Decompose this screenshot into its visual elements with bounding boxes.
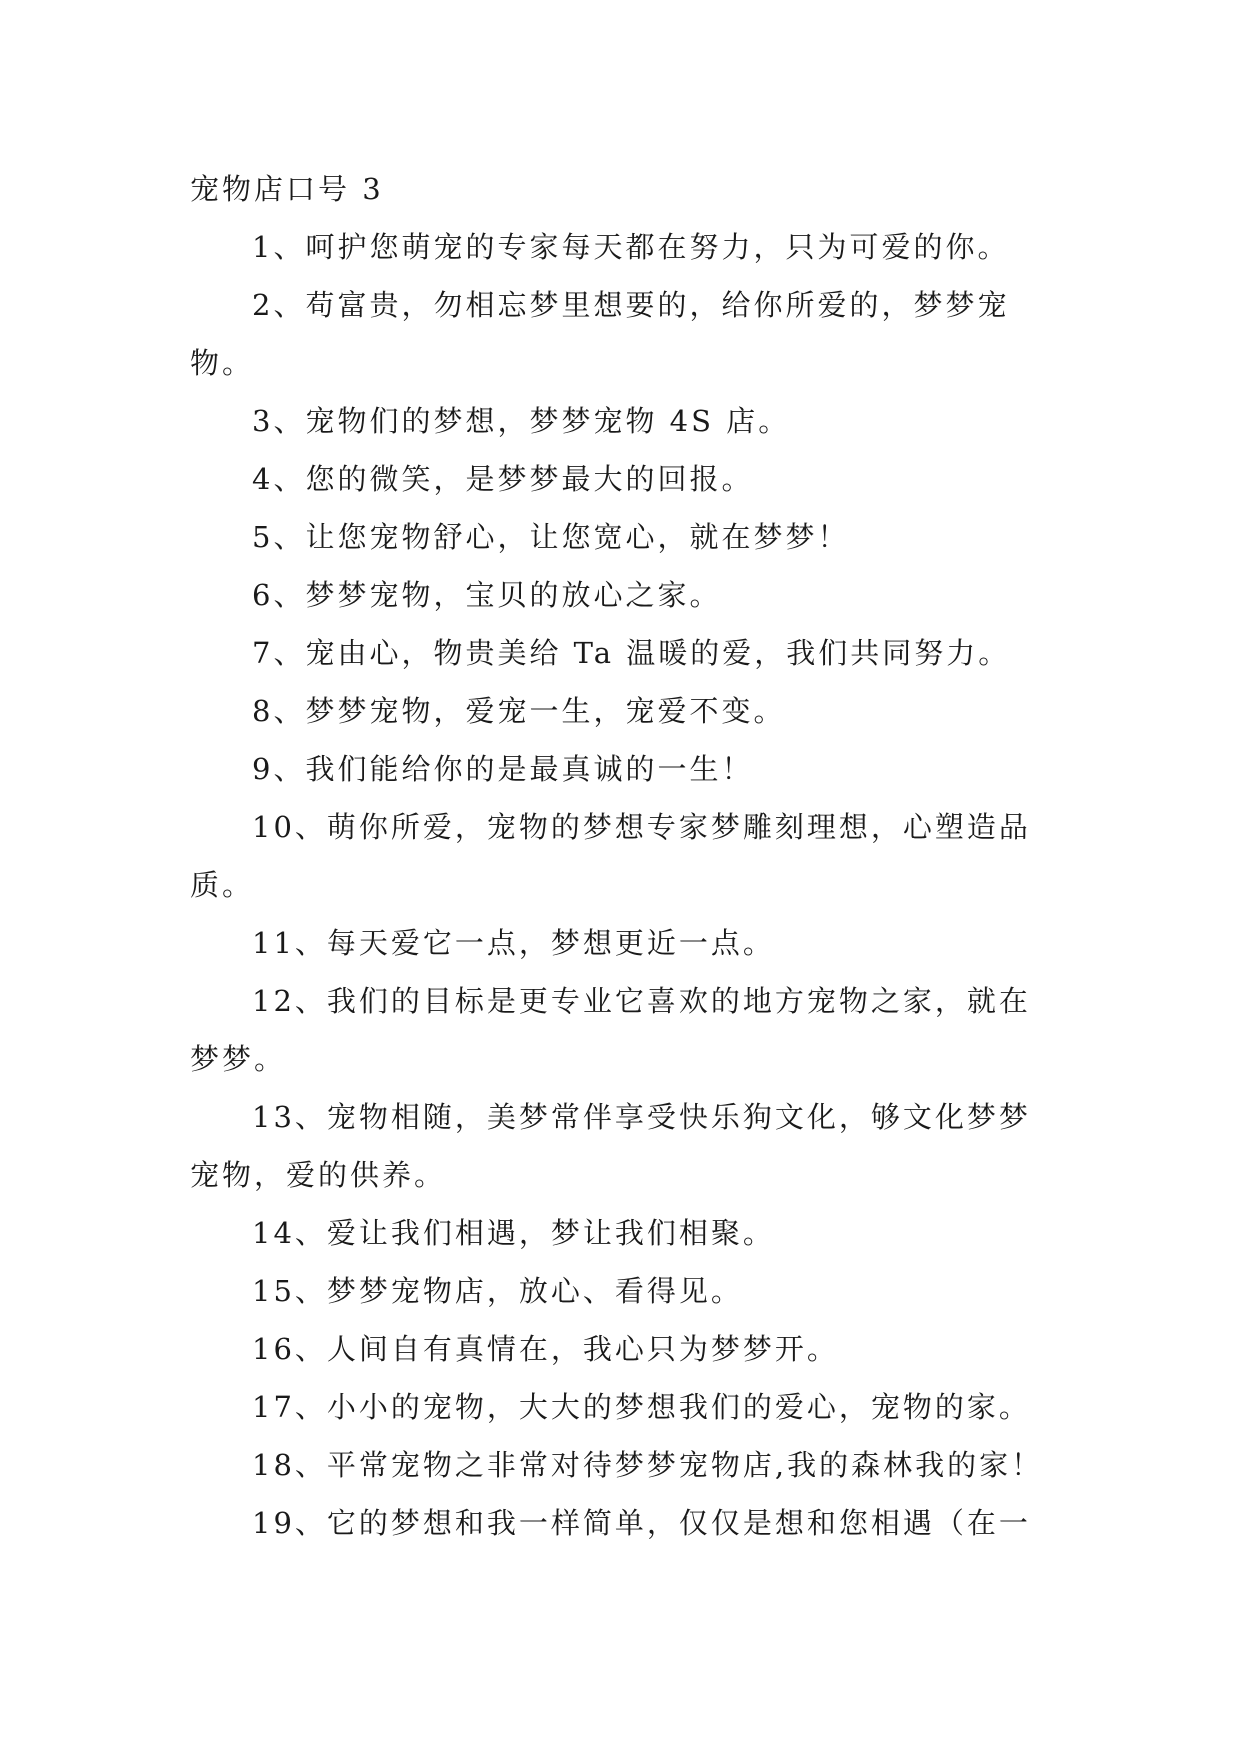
slogan-item-19: 19、它的梦想和我一样简单，仅仅是想和您相遇（在一 (252, 1506, 1031, 1540)
slogan-item-16: 16、人间自有真情在，我心只为梦梦开。 (252, 1332, 839, 1366)
slogan-item-8: 8、梦梦宠物，爱宠一生，宠爱不变。 (252, 694, 786, 728)
slogan-item-17: 17、小小的宠物，大大的梦想我们的爱心，宠物的家。 (252, 1390, 1031, 1424)
slogan-item-15: 15、梦梦宠物店，放心、看得见。 (252, 1274, 743, 1308)
slogan-item-11: 11、每天爱它一点，梦想更近一点。 (252, 926, 775, 960)
slogan-item-18: 18、平常宠物之非常对待梦梦宠物店,我的森林我的家！ (252, 1448, 1044, 1482)
slogan-item-10: 10、萌你所爱，宠物的梦想专家梦雕刻理想，心塑造品质。 (190, 810, 1031, 902)
slogan-item-12: 12、我们的目标是更专业它喜欢的地方宠物之家，就在梦梦。 (190, 984, 1031, 1076)
slogan-item-7: 7、宠由心，物贵美给 Ta 温暖的爱，我们共同努力。 (252, 636, 1011, 670)
slogan-item-6: 6、梦梦宠物，宝贝的放心之家。 (252, 578, 722, 612)
slogan-item-4: 4、您的微笑，是梦梦最大的回报。 (252, 462, 754, 496)
slogan-item-1: 1、呵护您萌宠的专家每天都在努力，只为可爱的你。 (252, 230, 1010, 264)
slogan-item-14: 14、爱让我们相遇，梦让我们相聚。 (252, 1216, 775, 1250)
slogan-item-9: 9、我们能给你的是最真诚的一生！ (252, 752, 754, 786)
slogan-item-3: 3、宠物们的梦想，梦梦宠物 4S 店。 (252, 404, 791, 438)
document-title: 宠物店口号 3 (190, 172, 384, 206)
slogan-item-13: 13、宠物相随，美梦常伴享受快乐狗文化，够文化梦梦宠物，爱的供养。 (190, 1100, 1031, 1192)
slogan-item-2: 2、苟富贵，勿相忘梦里想要的，给你所爱的，梦梦宠物。 (190, 288, 1010, 380)
slogan-item-5: 5、让您宠物舒心，让您宽心，就在梦梦！ (252, 520, 850, 554)
document-body (190, 160, 1060, 1552)
